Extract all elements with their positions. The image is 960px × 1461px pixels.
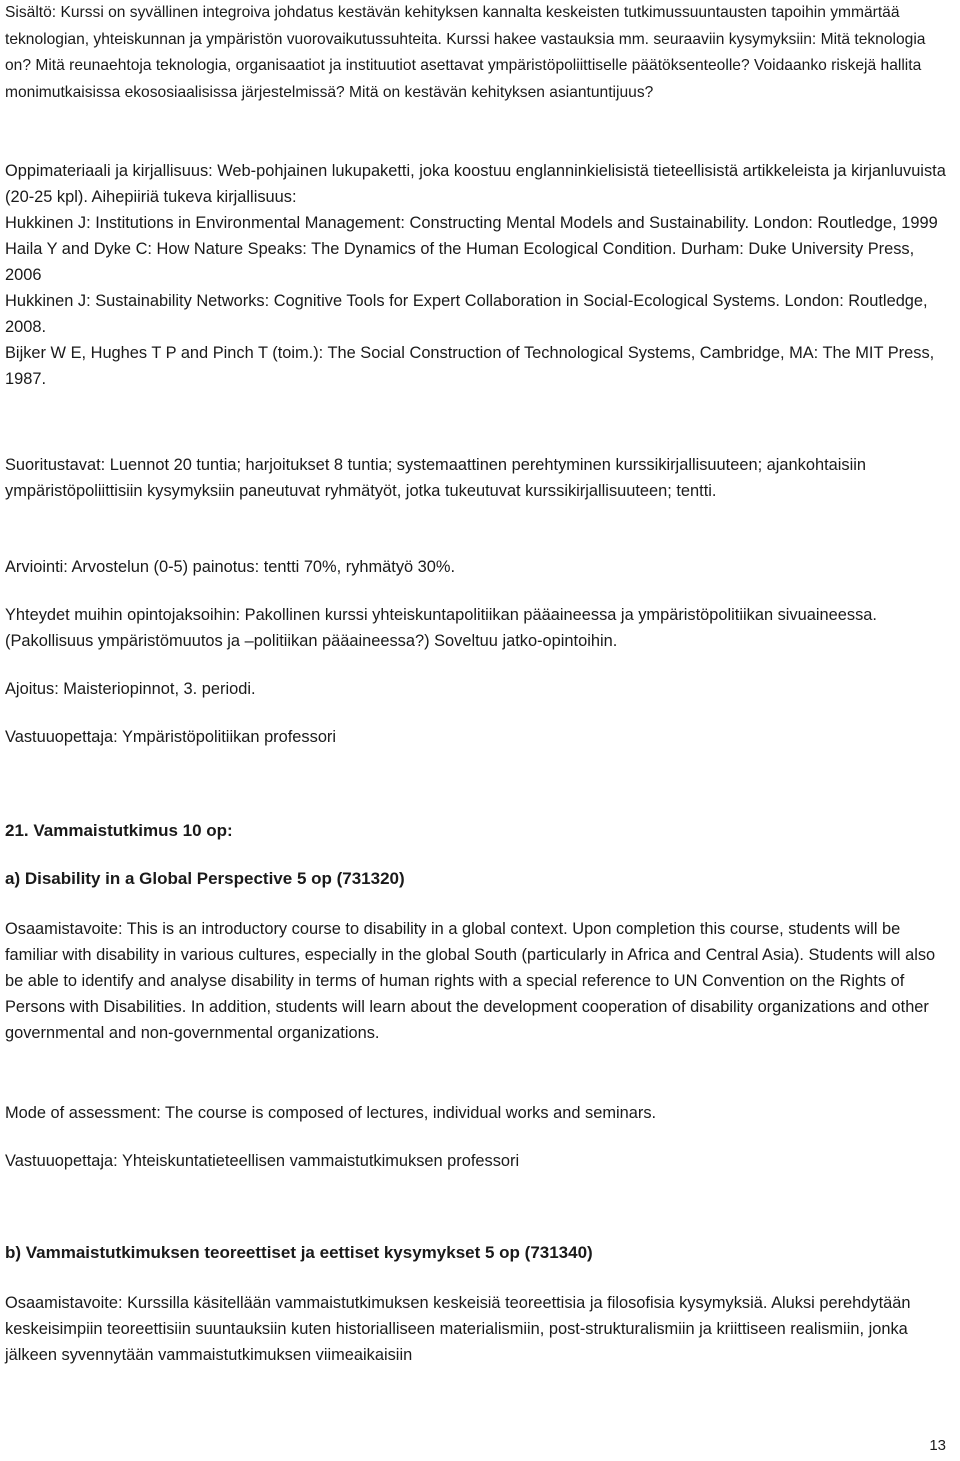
course-a-osaamistavoite-text: Osaamistavoite: This is an introductory course to disability in a global context. Upon completion this course, students will be familiar with disability in various cultures, especially in the global South (particularly in Africa and Central Asia). Students will also be able to identify and analyse disability in terms of human rights with a special reference to UN Convention on the Rights of Persons with Disabilities. In addition, students will learn about the development cooperation of disability organizations and other governmental and non-governmental organizations.	[5, 920, 936, 1042]
course-b-osaamistavoite	[5, 1290, 955, 1368]
arviointi-text: Arviointi: Arvostelun (0-5) painotus: tentti 70%, ryhmätyö 30%.	[5, 558, 456, 576]
vastuuopettaja-paragraph	[5, 724, 955, 750]
course-b-osaamistavoite-text: Osaamistavoite: Kurssilla käsitellään vammaistutkimuksen keskeisiä teoreettisia ja filosofisia kysymyksiä. Aluksi perehdytään keskeisimpiin teoreettisiin suuntauksiin kuten historialliseen materialismiin, post-strukturalismiin ja kriittiseen realismiin, jonka jälkeen syvennytään vammaistutkimuksen viimeaikaisiin	[5, 1294, 911, 1364]
course-a-vastuuopettaja-text: Vastuuopettaja: Yhteiskuntatieteellisen vammaistutkimuksen professori	[5, 1152, 520, 1170]
section-heading	[5, 818, 955, 844]
course-b-title	[5, 1240, 955, 1266]
yhteydet-text: Yhteydet muihin opintojaksoihin: Pakollinen kurssi yhteiskuntapolitiikan pääaineessa ja ympäristöpolitiikan sivuaineessa. (Pakollisuus ympäristömuutos ja –politiikan pääaineessa?) Soveltuu jatko-opintoihin.	[5, 606, 877, 650]
section-heading-text: 21. Vammaistutkimus 10 op:	[5, 821, 233, 840]
bibliography-entry: Hukkinen J: Sustainability Networks: Cognitive Tools for Expert Collaboration in Social-Ecological Systems. London: Routledge, 2008.	[5, 292, 928, 336]
ajoitus-text: Ajoitus: Maisteriopinnot, 3. periodi.	[5, 680, 256, 698]
arviointi-paragraph	[5, 554, 955, 580]
suoritustavat-text: Suoritustavat: Luennot 20 tuntia; harjoitukset 8 tuntia; systemaattinen perehtyminen kurssikirjallisuuteen; ajankohtaisiin ympäristöpoliittisiin kysymyksiin paneutuvat ryhmätyöt, jotka tukeutuvat kurssikirjallisuuteen; tentti.	[5, 456, 866, 500]
course-a-title	[5, 866, 955, 892]
bibliography-entry: Hukkinen J: Institutions in Environmental Management: Constructing Mental Models and Sustainability. London: Routledge, 1999	[5, 214, 938, 232]
course-a-osaamistavoite	[5, 916, 955, 1046]
yhteydet-paragraph	[5, 602, 955, 654]
oppimateriaali-section	[5, 158, 955, 392]
sisalto-paragraph	[5, 0, 955, 106]
course-a-assessment	[5, 1100, 955, 1126]
course-a-title-text: a) Disability in a Global Perspective 5 op (731320)	[5, 869, 405, 888]
course-b-title-text: b) Vammaistutkimuksen teoreettiset ja eettiset kysymykset 5 op (731340)	[5, 1243, 593, 1262]
ajoitus-paragraph	[5, 676, 955, 702]
page-number: 13	[929, 1437, 946, 1454]
oppimateriaali-text: Oppimateriaali ja kirjallisuus: Web-pohjainen lukupaketti, joka koostuu englanninkielisistä tieteellisistä artikkeleista ja kirjanluvuista (20-25 kpl). Aihepiiriä tukeva kirjallisuus:	[5, 162, 946, 206]
course-a-vastuuopettaja	[5, 1148, 955, 1174]
sisalto-text: Sisältö: Kurssi on syvällinen integroiva johdatus kestävän kehityksen kannalta keskeisten tutkimussuuntausten tapoihin ymmärtää teknologian, yhteiskunnan ja ympäristön vuorovaikutussuhteita. Kurssi hakee vastauksia mm. seuraaviin kysymyksiin: Mitä teknologia on? Mitä reunaehtoja teknologia, organisaatiot ja instituutiot asettavat ympäristöpoliittiselle päätöksenteolle? Voidaanko riskejä hallita monimutkaisissa ekososiaalisissa järjestelmissä? Mitä on kestävän kehityksen asiantuntijuus?	[5, 4, 926, 101]
vastuuopettaja-text: Vastuuopettaja: Ympäristöpolitiikan professori	[5, 728, 337, 746]
suoritustavat-paragraph	[5, 452, 955, 504]
bibliography-entry: Haila Y and Dyke C: How Nature Speaks: The Dynamics of the Human Ecological Condition. Durham: Duke University Press, 2006	[5, 240, 915, 284]
bibliography-entry: Bijker W E, Hughes T P and Pinch T (toim.): The Social Construction of Technological Systems, Cambridge, MA: The MIT Press, 1987.	[5, 344, 935, 388]
course-a-assessment-text: Mode of assessment: The course is composed of lectures, individual works and seminars.	[5, 1104, 657, 1122]
